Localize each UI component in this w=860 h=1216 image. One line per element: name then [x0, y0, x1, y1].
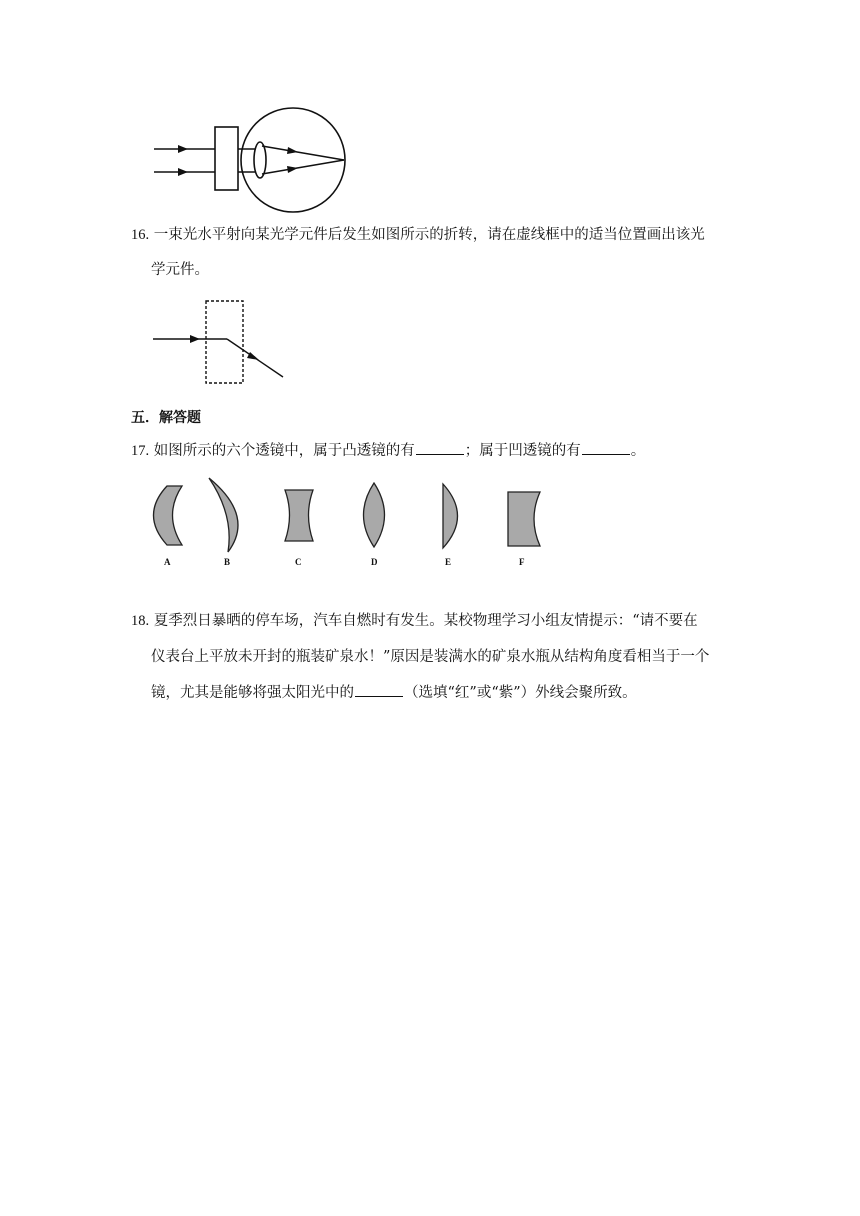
q16-text-line1: 一束光水平射向某光学元件后发生如图所示的折转，请在虚线框中的适当位置画出该光	[153, 227, 705, 243]
section-title: 五．解答题	[131, 410, 201, 426]
q17-number: 17.	[131, 443, 150, 459]
lens-b-label: B	[224, 557, 231, 567]
q18-number: 18.	[131, 613, 150, 629]
lens-a-label: A	[164, 557, 171, 567]
lens-d-label: D	[371, 557, 378, 567]
q17-text-b: ；属于凹透镜的有	[464, 443, 581, 459]
q18-text-line3a: 镜，尤其是能够将强太阳光中的	[151, 685, 354, 701]
q17-text-c: 。	[630, 443, 646, 459]
lens-e-shape	[443, 484, 458, 548]
lens-c-label: C	[295, 557, 302, 567]
q18-blank[interactable]	[355, 682, 403, 697]
q16-number: 16.	[131, 227, 150, 243]
q17-text-a: 如图所示的六个透镜中，属于凸透镜的有	[153, 443, 415, 459]
q18-line1	[131, 611, 698, 631]
q18-text-line1: 夏季烈日暴晒的停车场，汽车自燃时有发生。某校物理学习小组友情提示：“请不要在	[153, 613, 698, 629]
lens-b-shape	[209, 478, 238, 552]
q16-line2: 学元件。	[151, 262, 209, 278]
lens-c-shape	[285, 490, 313, 541]
lens-e-label: E	[445, 557, 452, 567]
lens-f-label: F	[519, 557, 525, 567]
lens-a-shape	[154, 486, 183, 545]
lens-f-shape	[508, 492, 540, 546]
q18-line3	[151, 682, 637, 703]
q18-line2: 仪表台上平放未开封的瓶装矿泉水！”原因是装满水的矿泉水瓶从结构角度看相当于一个	[151, 649, 710, 665]
q18-text-line3b: （选填“红”或“紫”）外线会聚所致。	[404, 685, 637, 701]
lens-d-shape	[364, 483, 385, 547]
